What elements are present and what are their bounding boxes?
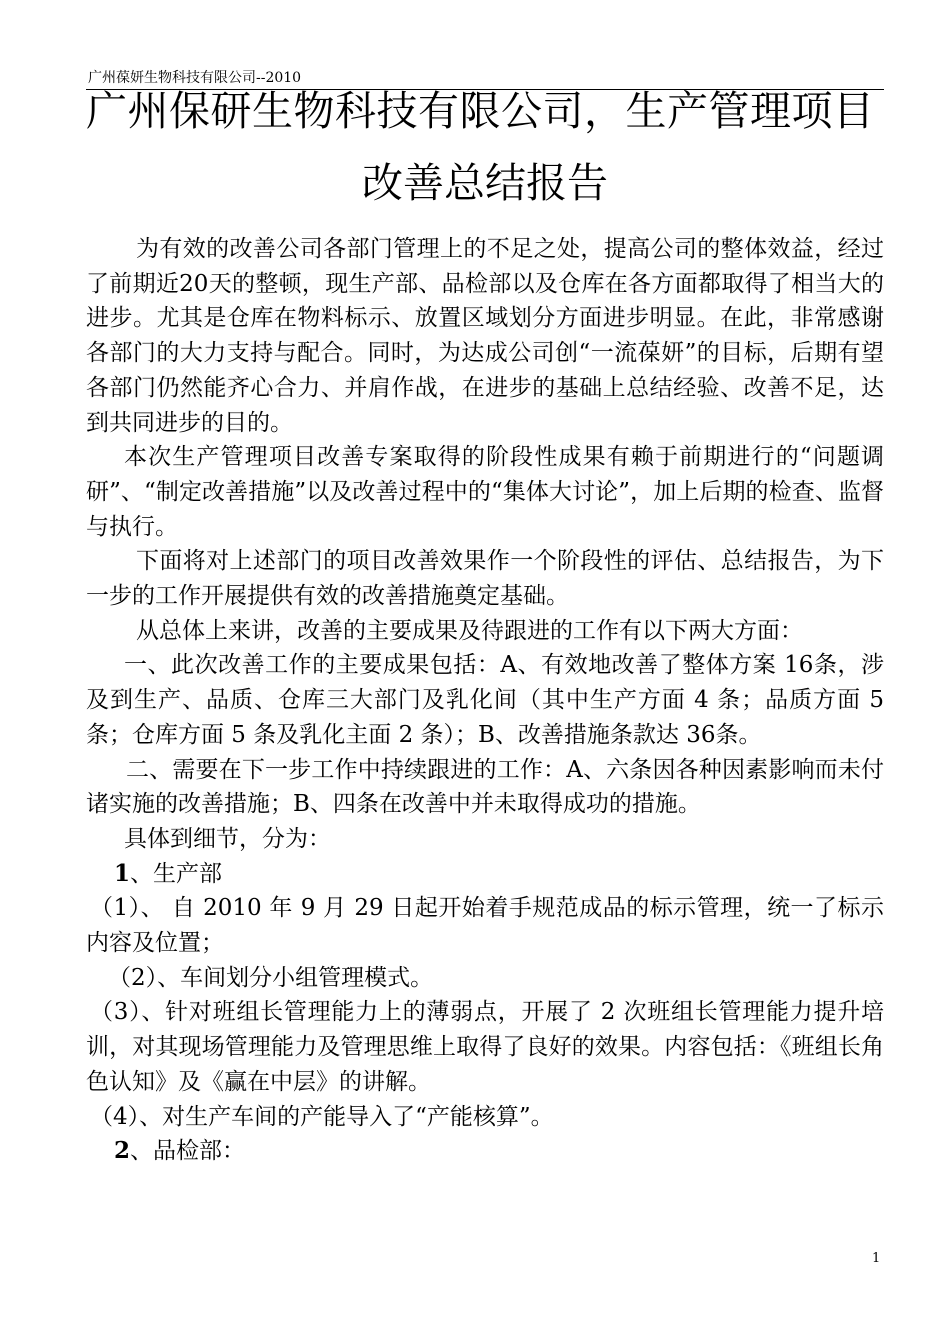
section-heading-production [86, 857, 884, 892]
list-item: （3）、针对班组长管理能力上的薄弱点，开展了 2 次班组长管理能力提升培训，对其现场管理能力及管理思维上取得了良好的效果。内容包括：《班组长角色认知》及《赢在中层》的讲解。 [86, 999, 884, 1095]
section-number: 1 [114, 859, 131, 887]
report-body [86, 232, 884, 1169]
section-number: 2 [114, 1137, 131, 1165]
section-title: 、生产部 [130, 860, 223, 887]
page-number: 1 [872, 1251, 881, 1266]
report-title-line-2: 改善总结报告 [362, 159, 608, 207]
paragraph-achievements: 一、此次改善工作的主要成果包括：A、有效地改善了整体方案 16条，涉及到生产、品质、仓库三大部门及乳化间（其中生产方面 4 条；品质方面 5 条；仓库方面 5 条及乳化主面 2 条）；B、改善措施条款达 36条。 [86, 652, 884, 748]
paragraph-details: 具体到细节，分为： [124, 825, 331, 852]
list-item: （2）、车间划分小组管理模式。 [108, 964, 434, 991]
paragraph-project: 本次生产管理项目改善专案取得的阶段性成果有赖于前期进行的“问题调研”、“制定改善措施”以及改善过程中的“集体大讨论”，加上后期的检查、监督与执行。 [86, 444, 884, 540]
report-title-line-1: 广州保研生物科技有限公司，生产管理项目 [86, 87, 875, 135]
paragraph-next: 下面将对上述部门的项目改善效果作一个阶段性的评估、总结报告，为下一步的工作开展提供有效的改善措施奠定基础。 [86, 548, 884, 610]
section-title: 、品检部： [130, 1138, 246, 1165]
paragraph-overall: 从总体上来讲，改善的主要成果及待跟进的工作有以下两大方面： [136, 617, 803, 644]
list-item: （4）、对生产车间的产能导入了“产能核算”。 [90, 1103, 554, 1130]
paragraph-followup: 二、需要在下一步工作中持续跟进的工作：A、六条因各种因素影响而未付诸实施的改善措施；B、四条在改善中并未取得成功的措施。 [86, 756, 884, 818]
paragraph-intro: 为有效的改善公司各部门管理上的不足之处，提高公司的整体效益，经过了前期近20天的整顿，现生产部、品检部以及仓库在各方面都取得了相当大的进步。尤其是仓库在物料标示、放置区域划分方面进步明显。在此，非常感谢各部门的大力支持与配合。同时，为达成公司创“一流葆妍”的目标，后期有望各部门仍然能齐心合力、并肩作战，在进步的基础上总结经验、改善不足，达到共同进步的目的。 [86, 236, 884, 436]
section-heading-qc [86, 1134, 884, 1169]
list-item: （1）、 自 2010 年 9 月 29 日起开始着手规范成品的标示管理，统一了标示内容及位置； [86, 895, 884, 957]
running-header: 广州葆妍生物科技有限公司--2010 [88, 70, 302, 86]
